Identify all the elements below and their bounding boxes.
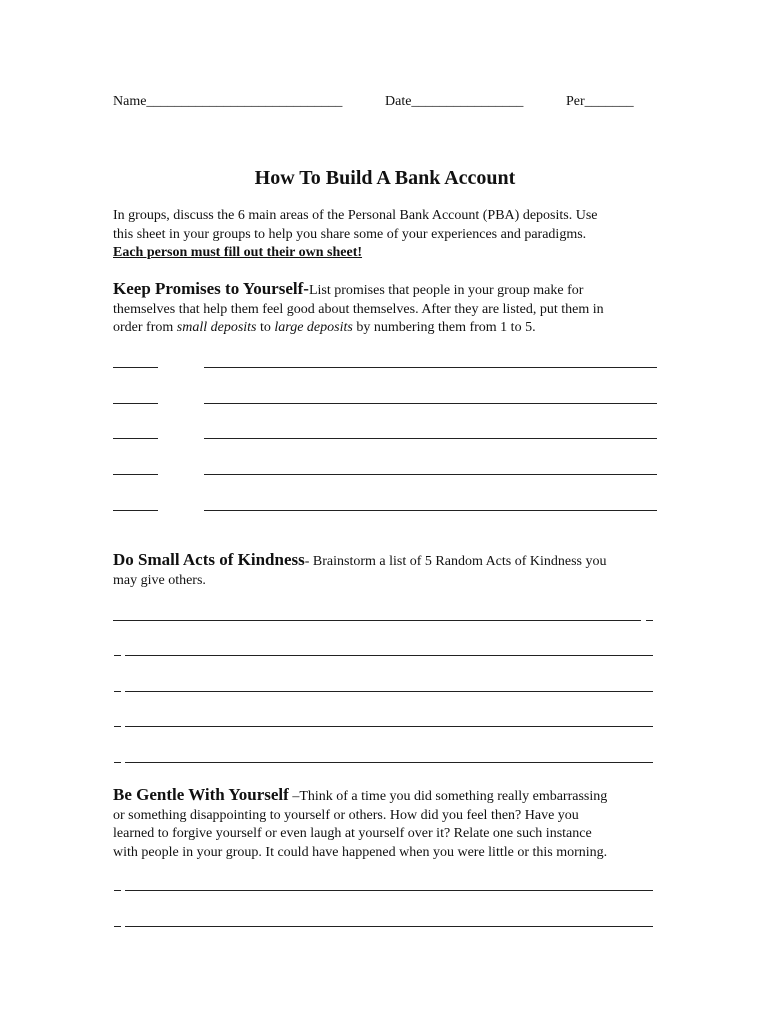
intro-emphasis: Each person must fill out their own sheet! (113, 245, 363, 260)
answer-line[interactable] (113, 620, 641, 621)
section3-line2: or something disappointing to yourself or others. How did you feel then? Have you (113, 807, 579, 823)
section1-line3-c: by numbering them from 1 to 5. (352, 320, 536, 335)
rank-line[interactable] (113, 510, 158, 511)
answer-line[interactable] (204, 367, 657, 368)
answer-line[interactable] (204, 403, 657, 404)
rank-line[interactable] (113, 474, 158, 475)
period-field-label: Per_______ (566, 94, 634, 109)
answer-line-lead (114, 762, 121, 763)
section3-line3: learned to forgive yourself or even laugh at yourself over it? Relate one such instance (113, 826, 592, 841)
intro-paragraph (113, 207, 658, 263)
section2-line1: - Brainstorm a list of 5 Random Acts of Kindness you (304, 554, 607, 569)
answer-line[interactable] (125, 762, 653, 763)
answer-line[interactable] (204, 438, 657, 439)
answer-line[interactable] (125, 691, 653, 692)
section1-line3-a: order from (113, 320, 177, 335)
answer-line-lead (114, 890, 121, 891)
section2-heading: Do Small Acts of Kindness (113, 550, 305, 569)
section-keep-promises (113, 280, 658, 338)
answer-line-lead (114, 926, 121, 927)
date-field-label: Date________________ (385, 94, 524, 109)
answer-line-lead (114, 726, 121, 727)
intro-line-2: this sheet in your groups to help you share some of your experiences and paradigms. (113, 226, 587, 242)
section1-line2: themselves that help them feel good about themselves. After they are listed, put them in (113, 301, 604, 317)
rank-line[interactable] (113, 438, 158, 439)
section2-line2: may give others. (113, 572, 206, 588)
section1-line3-small: small deposits (176, 320, 257, 335)
answer-line-tail (646, 620, 653, 621)
intro-line-1: In groups, discuss the 6 main areas of the Personal Bank Account (PBA) deposits. Use (113, 208, 598, 223)
section1-line1: List promises that people in your group make for (308, 283, 584, 298)
page-title: How To Build A Bank Account (254, 167, 516, 189)
answer-line[interactable] (125, 655, 653, 656)
section1-line3-b: to (256, 320, 275, 335)
section3-heading: Be Gentle With Yourself (113, 785, 289, 804)
section1-heading: Keep Promises to Yourself- (113, 279, 309, 298)
section-small-acts (113, 551, 658, 590)
section3-line4: with people in your group. It could have happened when you were little or this morning. (113, 844, 608, 860)
answer-line[interactable] (125, 926, 653, 927)
answer-line[interactable] (204, 510, 657, 511)
answer-line[interactable] (125, 890, 653, 891)
section1-line3-large: large deposits (274, 320, 353, 335)
answer-line[interactable] (125, 726, 653, 727)
section3-line1: –Think of a time you did something really embarrassing (288, 789, 608, 804)
rank-line[interactable] (113, 367, 158, 368)
answer-line[interactable] (204, 474, 657, 475)
answer-line-lead (114, 691, 121, 692)
answer-line-lead (114, 655, 121, 656)
rank-line[interactable] (113, 403, 158, 404)
section-be-gentle (113, 786, 673, 862)
name-field-label: Name____________________________ (113, 94, 343, 109)
